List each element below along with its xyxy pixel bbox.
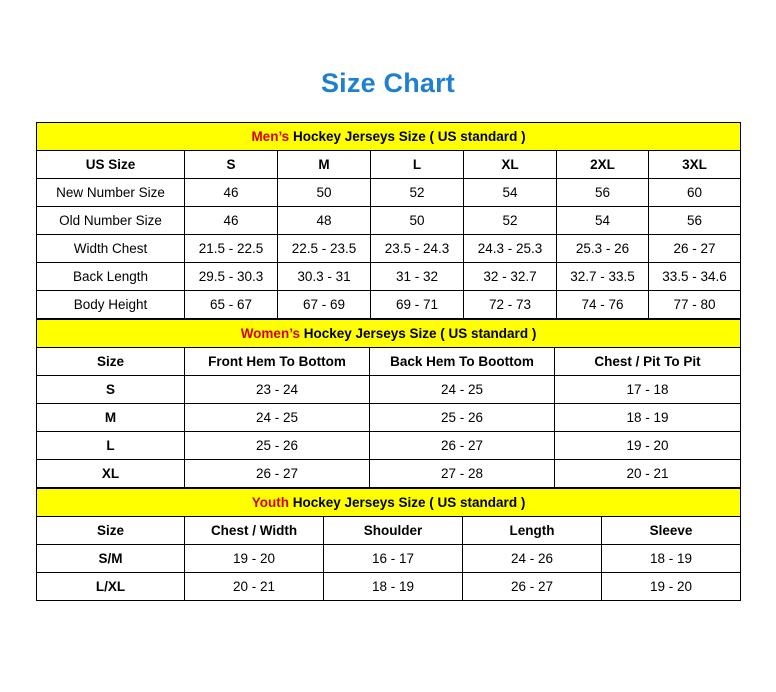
mens-header-cell: 3XL [649,151,741,179]
table-header-row [37,517,741,545]
mens-cell: 72 - 73 [464,291,557,319]
youth-header-cell: Chest / Width [185,517,324,545]
youth-header-cell: Length [463,517,602,545]
womens-cell: 19 - 20 [555,432,741,460]
mens-banner-accent: Men’s [251,129,290,144]
mens-cell: 52 [371,179,464,207]
mens-cell: 54 [464,179,557,207]
youth-banner [37,489,741,517]
mens-cell: 23.5 - 24.3 [371,235,464,263]
youth-header-cell: Size [37,517,185,545]
youth-row-label: S/M [37,545,185,573]
mens-banner-rest: Hockey Jerseys Size ( US standard ) [289,129,526,144]
womens-cell: 27 - 28 [370,460,555,488]
womens-row-label: M [37,404,185,432]
mens-cell: 46 [185,207,278,235]
mens-cell: 69 - 71 [371,291,464,319]
mens-row-label: Body Height [37,291,185,319]
womens-size-table [36,319,741,488]
mens-row-label: Back Length [37,263,185,291]
mens-cell: 50 [371,207,464,235]
mens-banner [37,123,741,151]
youth-size-table [36,488,741,601]
mens-header-cell: 2XL [557,151,649,179]
mens-cell: 54 [557,207,649,235]
table-row [37,432,741,460]
womens-header-cell: Chest / Pit To Pit [555,348,741,376]
page-title: Size Chart [320,68,456,98]
mens-cell: 60 [649,179,741,207]
table-header-row [37,151,741,179]
table-row [37,404,741,432]
mens-cell: 56 [649,207,741,235]
mens-cell: 31 - 32 [371,263,464,291]
mens-cell: 50 [278,179,371,207]
table-header-row [37,348,741,376]
table-banner-row [37,320,741,348]
table-row [37,291,741,319]
table-row [37,207,741,235]
mens-cell: 74 - 76 [557,291,649,319]
womens-header-cell: Size [37,348,185,376]
womens-cell: 25 - 26 [185,432,370,460]
womens-cell: 26 - 27 [185,460,370,488]
mens-cell: 29.5 - 30.3 [185,263,278,291]
table-row [37,263,741,291]
womens-cell: 18 - 19 [555,404,741,432]
table-row [37,235,741,263]
youth-cell: 24 - 26 [463,545,602,573]
youth-cell: 16 - 17 [324,545,463,573]
youth-banner-accent: Youth [251,495,289,510]
womens-header-cell: Back Hem To Boottom [370,348,555,376]
youth-header-cell: Shoulder [324,517,463,545]
mens-cell: 22.5 - 23.5 [278,235,371,263]
womens-cell: 26 - 27 [370,432,555,460]
mens-row-label: New Number Size [37,179,185,207]
womens-banner-accent: Women’s [240,326,300,341]
mens-header-cell: M [278,151,371,179]
youth-cell: 18 - 19 [324,573,463,601]
table-row [37,573,741,601]
womens-row-label: L [37,432,185,460]
womens-header-cell: Front Hem To Bottom [185,348,370,376]
table-row [37,179,741,207]
womens-cell: 25 - 26 [370,404,555,432]
mens-cell: 33.5 - 34.6 [649,263,741,291]
womens-cell: 24 - 25 [185,404,370,432]
table-row [37,460,741,488]
youth-cell: 19 - 20 [185,545,324,573]
mens-header-cell: L [371,151,464,179]
mens-cell: 67 - 69 [278,291,371,319]
youth-cell: 18 - 19 [602,545,741,573]
womens-banner [37,320,741,348]
mens-cell: 25.3 - 26 [557,235,649,263]
youth-banner-rest: Hockey Jerseys Size ( US standard ) [288,495,526,510]
mens-cell: 46 [185,179,278,207]
table-row [37,545,741,573]
mens-header-cell: XL [464,151,557,179]
table-banner-row [37,123,741,151]
mens-header-cell: US Size [37,151,185,179]
mens-cell: 26 - 27 [649,235,741,263]
mens-header-cell: S [185,151,278,179]
mens-cell: 52 [464,207,557,235]
mens-cell: 21.5 - 22.5 [185,235,278,263]
womens-cell: 24 - 25 [370,376,555,404]
size-chart-tables [36,122,740,601]
youth-row-label: L/XL [37,573,185,601]
youth-cell: 20 - 21 [185,573,324,601]
mens-row-label: Old Number Size [37,207,185,235]
table-row [37,376,741,404]
mens-cell: 56 [557,179,649,207]
mens-cell: 32.7 - 33.5 [557,263,649,291]
table-banner-row [37,489,741,517]
mens-cell: 65 - 67 [185,291,278,319]
mens-size-table [36,122,741,319]
mens-cell: 77 - 80 [649,291,741,319]
youth-cell: 26 - 27 [463,573,602,601]
mens-cell: 24.3 - 25.3 [464,235,557,263]
womens-cell: 17 - 18 [555,376,741,404]
womens-cell: 20 - 21 [555,460,741,488]
womens-row-label: XL [37,460,185,488]
womens-banner-rest: Hockey Jerseys Size ( US standard ) [299,326,537,341]
mens-cell: 30.3 - 31 [278,263,371,291]
womens-cell: 23 - 24 [185,376,370,404]
mens-cell: 48 [278,207,371,235]
youth-cell: 19 - 20 [602,573,741,601]
youth-header-cell: Sleeve [602,517,741,545]
mens-cell: 32 - 32.7 [464,263,557,291]
womens-row-label: S [37,376,185,404]
mens-row-label: Width Chest [37,235,185,263]
